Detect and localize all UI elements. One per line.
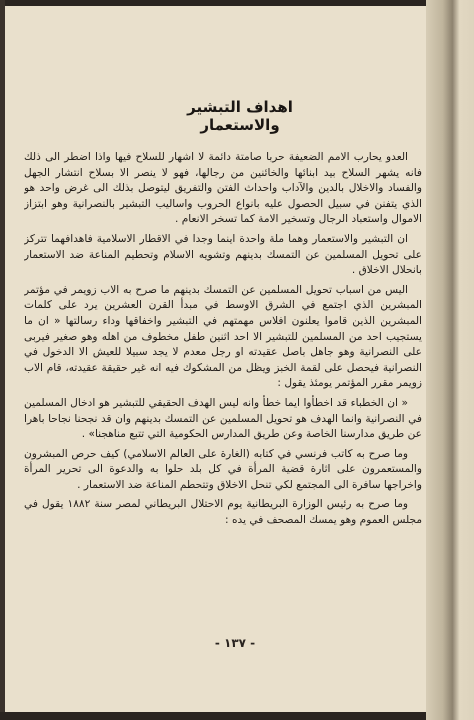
scan-edge-left [0,0,5,720]
chapter-title: اهداف التبشير والاستعمار [187,98,293,135]
book-gutter [426,0,474,720]
page-number: - ١٣٧ - [214,636,256,650]
paragraph-4: « ان الخطباء قد اخطأوا ايما خطأ وانه ليس الهدف الحقيقي للتبشير هو ادخال المسلمين في النصرانية وانما الهدف هو تحويل المسلمين عن التمسك بدينهم وان قد نجحنا نجاحا باهرا عن طريق مدارسنا الخاصة وعن طريق المدارس الحكومية التي تتبع مناهجنا» . [24,396,422,441]
body-text [24,150,422,580]
paragraph-1: العدو يحارب الامم الضعيفة حربا صامتة دائمة لا اشهار للسلاح فيها واذا اضطر الى ذلك فانه يشهر السلاح بيد ابنائها والخائنين من رجالها، فهو لا ينصر الا بسلاح انتشار الجهل والفساد والاخلال بالدين والآداب واحداث الفتن والتفريق ليتوصل بذلك الى غرض واحد هو الذي يتفنن في سبيل الحصول عليه بانواع الحروب واساليب التبشير بالنصرانية وهو ابتزاز الاموال واستعباد الرجال وتسخير الامة كما تسخر الانعام . [24,151,422,226]
paragraph-5: وما صرح به كاتب فرنسي في كتابه (الغارة على العالم الاسلامي) كيف حرص المبشرون والمستعمرون على اثارة قضية المرأة في كل بلد حلوا به والدعوة الى تحرير المرأة واخراجها سافرة الى المجتمع لكي تنحل الاخلاق وتتحطم المناعة ضد الاستعمار . [24,447,422,491]
scan-edge-top [0,0,474,6]
scan-edge-bottom [0,712,474,720]
paragraph-6: وما صرح به رئيس الوزارة البريطانية يوم الاحتلال البريطاني لمصر سنة ١٨٨٢ يقول في مجلس العموم وهو يمسك المصحف في يده : [24,498,422,527]
paragraph-2: ان التبشير والاستعمار وهما ملة واحدة اينما وجدا في الاقطار الاسلامية فاهدافهما تتركز على تحويل المسلمين عن التمسك بدينهم وتشويه الاسلام وتحطيم المناعة ضد الاستعمار بانحلال الاخلاق . [24,232,422,277]
paragraph-3: اليس من اسباب تحويل المسلمين عن التمسك بدينهم ما صرح به الاب زويمر في مؤتمر المبشرين الذي اجتمع في الشرق الاوسط في مبدأ القرن العشرين يرد على كلمات المبشرين الذين قاموا يعلنون افلاس مهمتهم في التبشير واخفاقها وداء رسالتها « ان ما يستجيب احد من المسلمين للتبشير الا احد اثنين طفل مخطوف من اهله وهو صغير فيربى على النصرانية وهو جاهل باصل عقيدته او رجل معدم لا يجد سبيلا للعيش الا الدخول في النصرانية فيحصل على لقمة الخبز ويظل من المشكوك فيه انه غير حقيقة عقيدته، قام الاب زويمر مقرر المؤتمر يومئذ يقول : [24,283,422,390]
